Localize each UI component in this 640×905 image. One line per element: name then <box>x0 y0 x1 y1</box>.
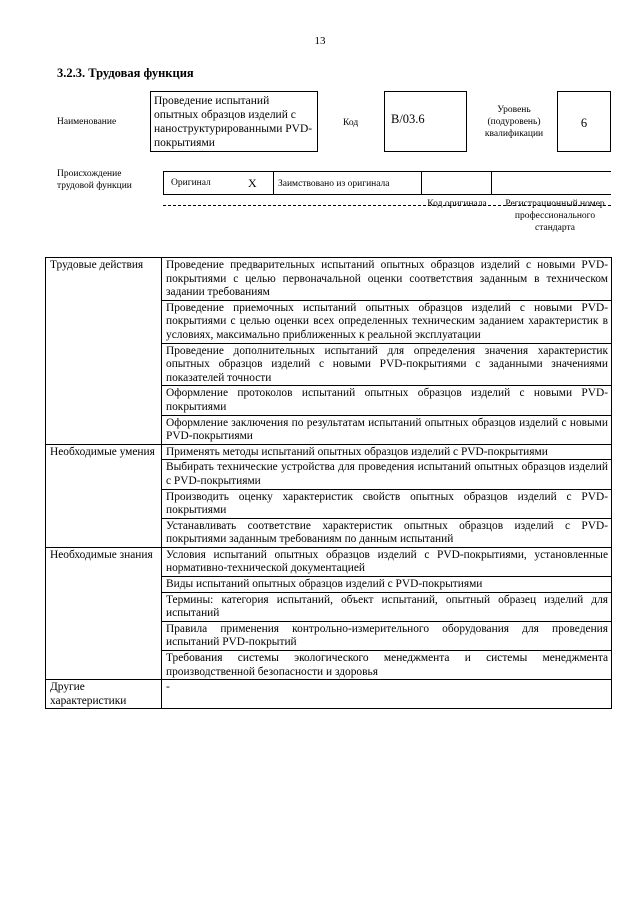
description-cell: Проведение дополнительных испытаний для определения значения характеристик опытных образцов изделий с новыми PVD-покрытиями с заданными значениями показателей точности <box>162 343 612 386</box>
category-cell: Другие характеристики <box>46 680 162 709</box>
description-cell: Устанавливать соответствие характеристик опытных образцов изделий с PVD-покрытиями заданным требованиям по данным испытаний <box>162 518 612 547</box>
name-label: Наименование <box>57 117 117 127</box>
page-number: 13 <box>314 35 326 47</box>
table-row <box>46 444 612 460</box>
section-title: 3.2.3. Трудовая функция <box>57 66 194 80</box>
description-cell: Требования системы экологического менеджмента и системы менеджмента производственной безопасности и здоровья <box>162 651 612 680</box>
code-original-label: Код оригинала <box>427 199 487 209</box>
code-label: Код <box>343 118 359 128</box>
origin-divider <box>491 172 492 194</box>
description-cell: Производить оценку характеристик свойств опытных образцов изделий с PVD-покрытиями <box>162 489 612 518</box>
category-cell: Трудовые действия <box>46 258 162 445</box>
category-cell: Необходимые умения <box>46 444 162 547</box>
function-name: Проведение испытаний опытных образцов изделий с наноструктурированными PVD-покрытиями <box>150 91 318 152</box>
description-cell: Виды испытаний опытных образцов изделий с PVD-покрытиями <box>162 577 612 593</box>
reg-number-label: Регистрационный номер профессионального стандарта <box>505 199 605 233</box>
original-label: Оригинал <box>171 178 211 188</box>
qualification-level-value: 6 <box>557 91 611 152</box>
category-cell: Необходимые знания <box>46 547 162 679</box>
description-cell: Термины: категория испытаний, объект испытаний, опытный образец изделий для испытаний <box>162 592 612 621</box>
description-cell: Оформление протоколов испытаний опытных образцов изделий с новыми PVD-покрытиями <box>162 386 612 415</box>
table-row <box>46 258 612 301</box>
table-row <box>46 547 612 576</box>
function-details-table <box>45 257 612 709</box>
description-cell: Правила применения контрольно-измерительного оборудования для проведения испытаний PVD-покрытий <box>162 621 612 650</box>
description-cell: Условия испытаний опытных образцов изделий с PVD-покрытиями, установленные нормативно-технической документацией <box>162 547 612 576</box>
description-cell: - <box>162 680 612 709</box>
function-code: B/03.6 <box>384 91 467 152</box>
original-mark: X <box>248 176 257 190</box>
origin-label: Происхождение трудовой функции <box>57 169 132 191</box>
origin-row <box>163 171 611 195</box>
description-cell: Оформление заключения по результатам испытаний опытных образцов изделий с новыми PVD-покрытиями <box>162 415 612 444</box>
borrowed-label: Заимствовано из оригинала <box>278 179 390 189</box>
description-cell: Выбирать технические устройства для проведения испытаний опытных образцов изделий с PVD-покрытиями <box>162 460 612 489</box>
description-cell: Применять методы испытаний опытных образцов изделий с PVD-покрытиями <box>162 444 612 460</box>
description-cell: Проведение приемочных испытаний опытных образцов изделий с новыми PVD-покрытиями с целью оценки всех определенных техническим заданием характеристик в условиях, максимально приближенных к реальной эксплуатации <box>162 300 612 343</box>
table-row <box>46 680 612 709</box>
qualification-level-label: Уровень (подуровень) квалификации <box>484 105 544 139</box>
description-cell: Проведение предварительных испытаний опытных образцов изделий с новыми PVD-покрытиями с целью первоначальной оценки соответствия заданным в техническом задании требованиям <box>162 258 612 301</box>
